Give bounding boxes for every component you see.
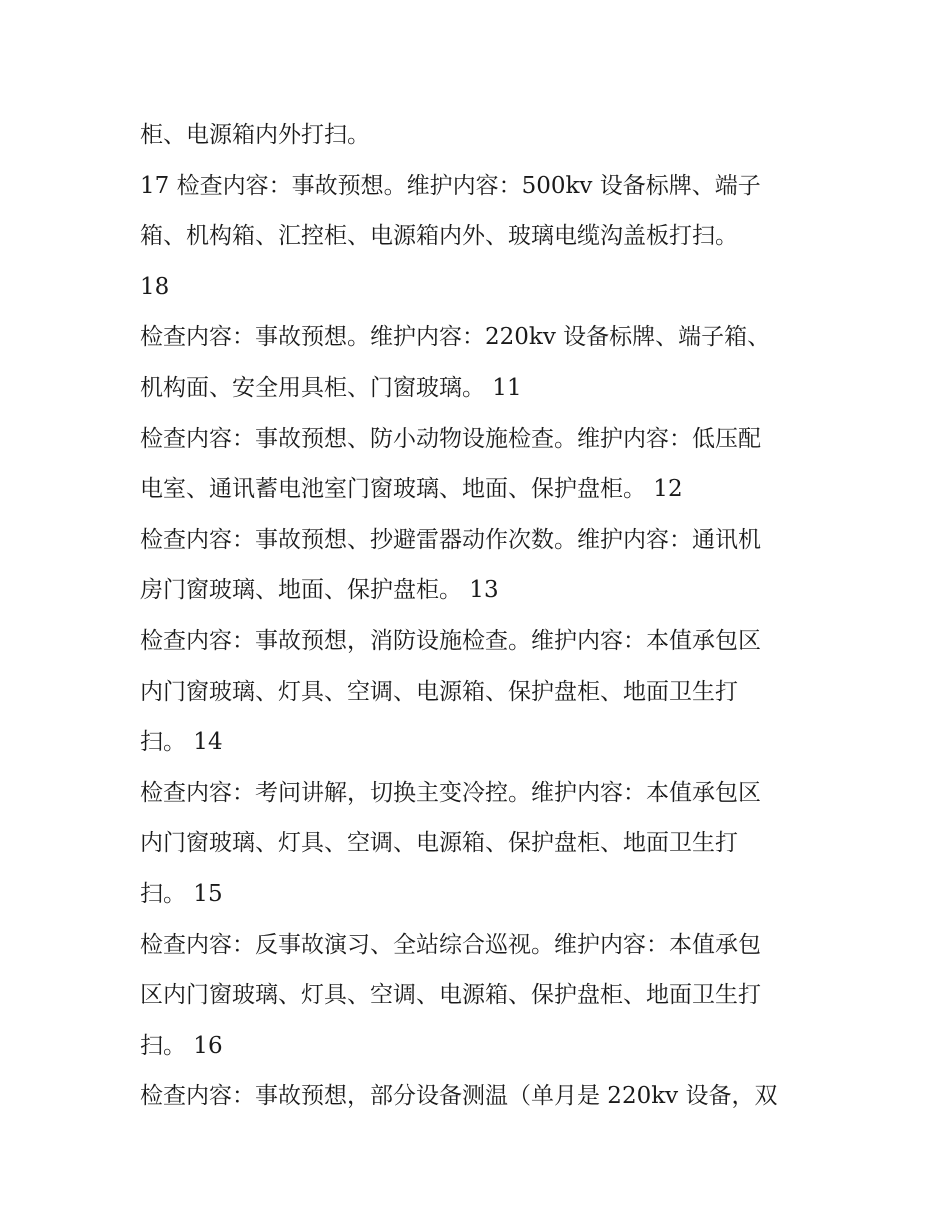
document-body <box>140 110 820 1122</box>
text-line: 扫。 16 <box>140 1032 223 1059</box>
text-line: 检查内容：事故预想，消防设施检查。维护内容：本值承包区 <box>140 627 761 654</box>
text-line: 检查内容：反事故演习、全站综合巡视。维护内容：本值承包 <box>140 931 761 958</box>
text-line: 17 检查内容：事故预想。维护内容：500kv 设备标牌、端子 <box>140 172 761 199</box>
text-line: 内门窗玻璃、灯具、空调、电源箱、保护盘柜、地面卫生打 <box>140 830 738 857</box>
text-line: 检查内容：事故预想、抄避雷器动作次数。维护内容：通讯机 <box>140 526 761 553</box>
text-line: 扫。 14 <box>140 729 223 756</box>
text-line: 房门窗玻璃、地面、保护盘柜。 13 <box>140 577 499 604</box>
text-line: 内门窗玻璃、灯具、空调、电源箱、保护盘柜、地面卫生打 <box>140 678 738 705</box>
text-line: 扫。 15 <box>140 880 223 907</box>
text-line: 柜、电源箱内外打扫。 <box>140 122 370 148</box>
text-line: 箱、机构箱、汇控柜、电源箱内外、玻璃电缆沟盖板打扫。 <box>140 223 738 250</box>
text-line: 检查内容：事故预想、防小动物设施检查。维护内容：低压配 <box>140 425 761 452</box>
text-line: 检查内容：事故预想，部分设备测温（单月是 220kv 设备，双 <box>140 1083 778 1110</box>
text-line: 检查内容：事故预想。维护内容：220kv 设备标牌、端子箱、 <box>140 324 771 351</box>
text-line: 区内门窗玻璃、灯具、空调、电源箱、保护盘柜、地面卫生打 <box>140 982 761 1009</box>
text-line: 18 <box>140 273 170 300</box>
text-line: 机构面、安全用具柜、门窗玻璃。 11 <box>140 374 522 401</box>
text-line: 检查内容：考问讲解，切换主变冷控。维护内容：本值承包区 <box>140 779 761 806</box>
text-line: 电室、通讯蓄电池室门窗玻璃、地面、保护盘柜。 12 <box>140 476 683 503</box>
